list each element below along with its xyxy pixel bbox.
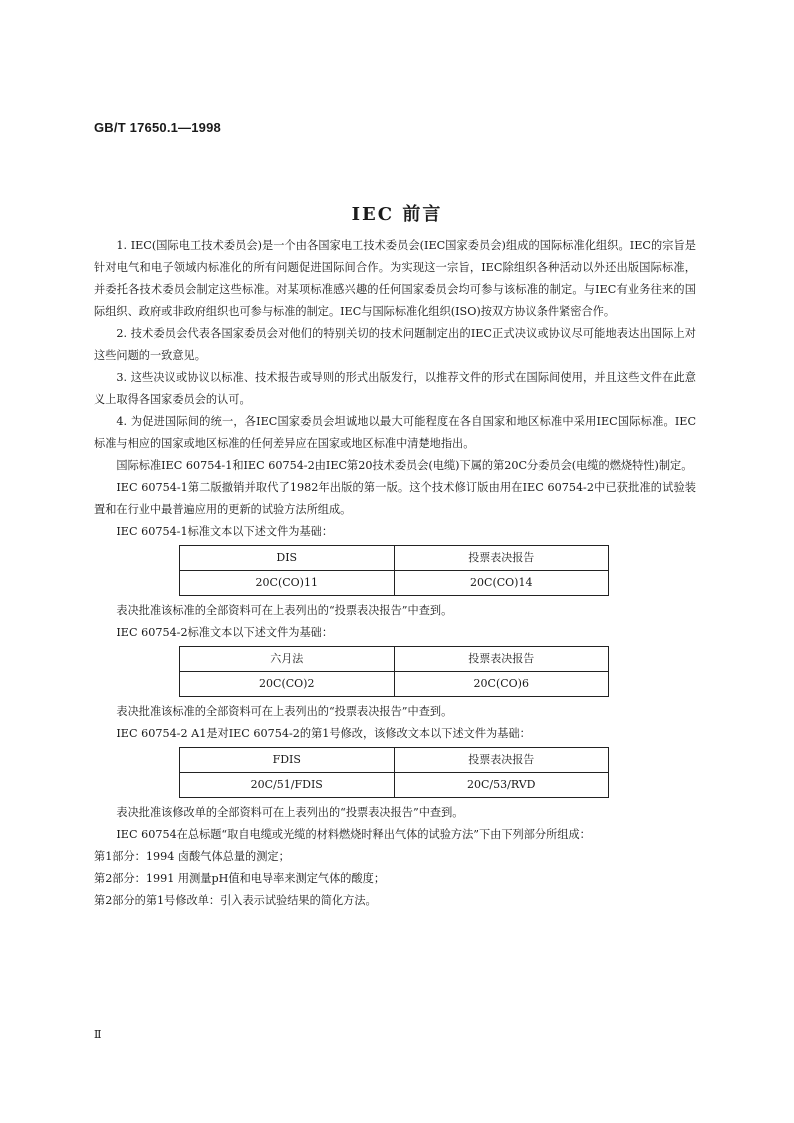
page-number: Ⅱ (94, 1028, 102, 1041)
table-header-row (180, 748, 609, 773)
section3-note: 表决批准该修改单的全部资料可在上表列出的“投票表决报告”中查到。 (116, 806, 464, 819)
table-header-row (180, 647, 609, 672)
table-header-cell: 投票表决报告 (394, 546, 609, 571)
table-header-cell: 六月法 (180, 647, 395, 672)
section1-intro: IEC 60754-1标准文本以下述文件为基础： (116, 525, 334, 538)
table-header-row (180, 546, 609, 571)
table-header-cell: FDIS (180, 748, 395, 773)
parts-intro: IEC 60754在总标题“取自电缆或光缆的材料燃烧时释出气体的试验方法”下由下列部分所组成： (116, 828, 591, 841)
paragraph-5: 国际标准IEC 60754-1和IEC 60754-2由IEC第20技术委员会(电缆)下属的第20C分委员会(电缆的燃烧特性)制定。 (116, 459, 693, 472)
section2-table (179, 646, 609, 697)
section3-table (179, 747, 609, 798)
table-cell: 20C/51/FDIS (180, 773, 395, 798)
page-title: IEC 前言 (351, 204, 443, 225)
paragraph-1: 1. IEC(国际电工技术委员会)是一个由各国家电工技术委员会(IEC国家委员会)组成的国际标准化组织。IEC的宗旨是针对电气和电子领域内标准化的所有问题促进国际间合作。为实现这一宗旨，IEC除组织各种活动以外还出版国际标准，并委托各技术委员会制定这些标准。对某项标准感兴趣的任何国家委员会均可参与该标准的制定。与IEC有业务往来的国际组织、政府或非政府组织也可参与标准的制定。IEC与国际标准化组织(ISO)按双方协议条件紧密合作。 (94, 239, 696, 318)
paragraph-2: 2. 技术委员会代表各国家委员会对他们的特别关切的技术问题制定出的IEC正式决议或协议尽可能地表达出国际上对这些问题的一致意见。 (94, 327, 696, 362)
table-cell: 20C(CO)11 (180, 571, 395, 596)
section1-note: 表决批准该标准的全部资料可在上表列出的“投票表决报告”中查到。 (116, 604, 453, 617)
paragraph-3: 3. 这些决议或协议以标准、技术报告或导则的形式出版发行，以推荐文件的形式在国际间使用，并且这些文件在此意义上取得各国家委员会的认可。 (94, 371, 696, 406)
table-cell: 20C/53/RVD (394, 773, 609, 798)
paragraph-4: 4. 为促进国际间的统一，各IEC国家委员会坦诚地以最大可能程度在各自国家和地区标准中采用IEC国际标准。IEC标准与相应的国家或地区标准的任何差异应在国家或地区标准中清楚地指出。 (94, 415, 696, 450)
section2-intro: IEC 60754-2标准文本以下述文件为基础： (116, 626, 334, 639)
table-cell: 20C(CO)6 (394, 672, 609, 697)
paragraph-6: IEC 60754-1第二版撤销并取代了1982年出版的第一版。这个技术修订版由用在IEC 60754-2中已获批准的试验装置和在行业中最普遍应用的更新的试验方法所组成。 (94, 481, 696, 516)
section2-note: 表决批准该标准的全部资料可在上表列出的“投票表决报告”中查到。 (116, 705, 453, 718)
table-header-cell: 投票表决报告 (394, 748, 609, 773)
table-row (180, 672, 609, 697)
table-row (180, 571, 609, 596)
document-body (94, 235, 696, 912)
table-header-cell: DIS (180, 546, 395, 571)
section3-intro: IEC 60754-2 A1是对IEC 60754-2的第1号修改，该修改文本以下述文件为基础： (116, 727, 531, 740)
section1-table (179, 545, 609, 596)
table-cell: 20C(CO)2 (180, 672, 395, 697)
standard-number: GB/T 17650.1—1998 (94, 120, 221, 135)
table-cell: 20C(CO)14 (394, 571, 609, 596)
table-header-cell: 投票表决报告 (394, 647, 609, 672)
part-1-item: 第1部分：1994 卤酸气体总量的测定； (94, 850, 290, 863)
part-2-amendment-item: 第2部分的第1号修改单：引入表示试验结果的简化方法。 (94, 894, 377, 907)
part-2-item: 第2部分：1991 用测量pH值和电导率来测定气体的酸度； (94, 872, 386, 885)
table-row (180, 773, 609, 798)
